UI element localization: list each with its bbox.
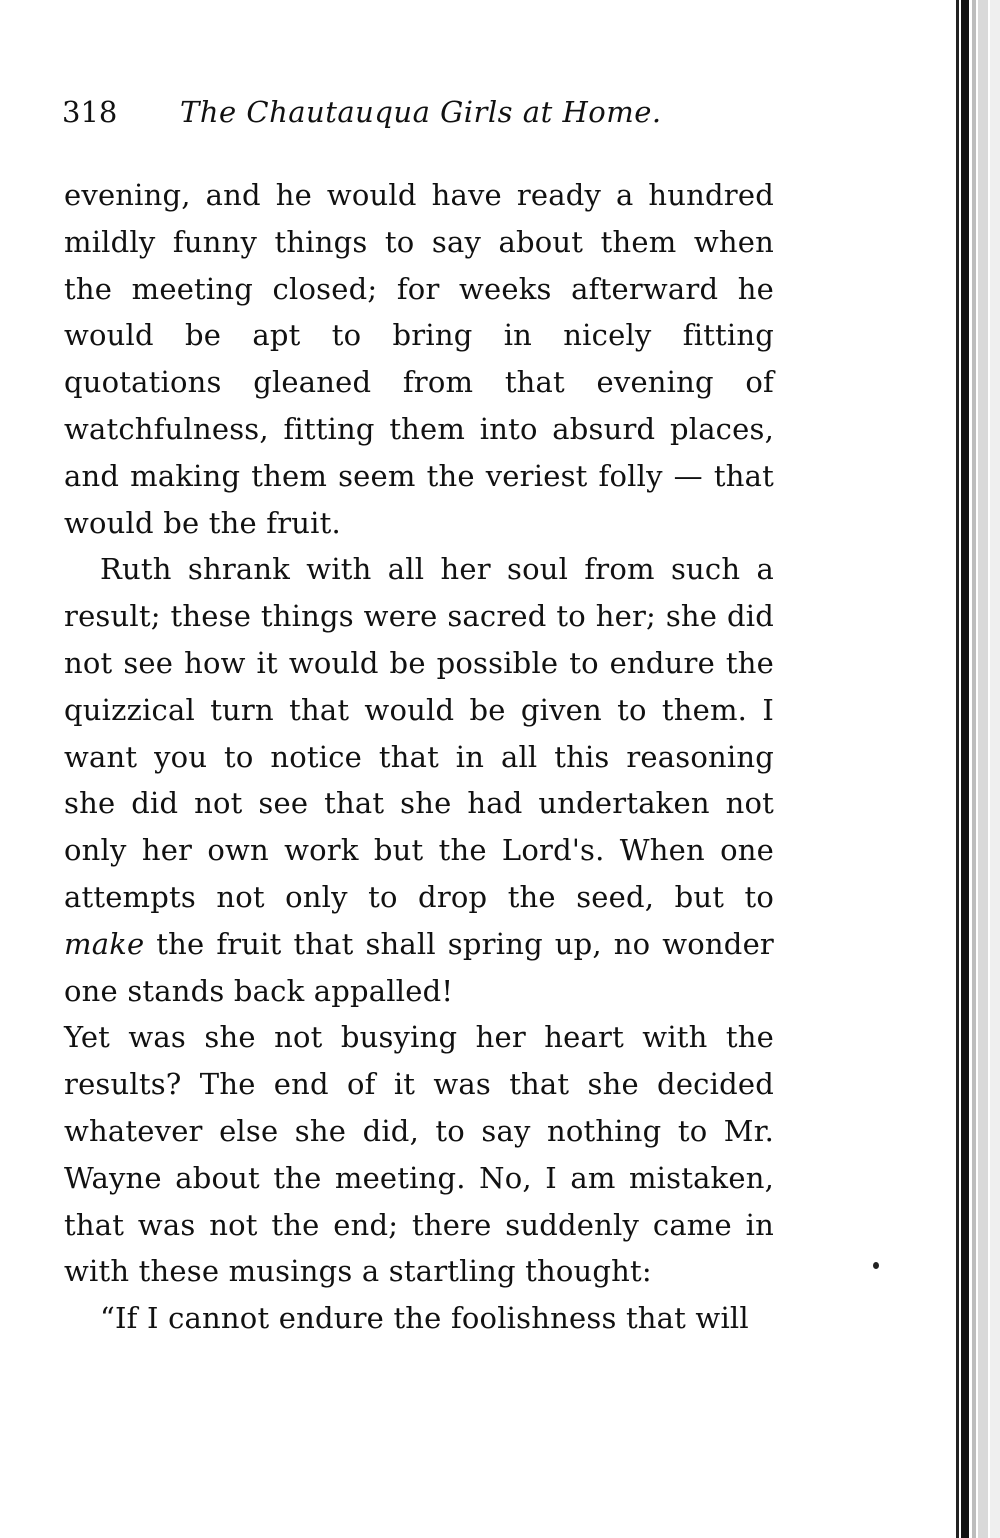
body-text <box>64 172 774 1342</box>
paragraph-1: evening, and he would have ready a hundred mildly funny things to say about them when the meeting closed; for weeks afterward he would be apt to bring in nicely fitting quotations gleaned from that evening of watchfulness, fitting them into absurd places, and making them seem the veriest folly — that would be the fruit. <box>64 178 774 540</box>
paragraph-4: “If I cannot endure the foolishness that will <box>100 1301 749 1336</box>
emphasis-make: make <box>64 926 145 961</box>
paragraph-3: Yet was she not busying her heart with the results? The end of it was that she decided whatever else she did, to say nothing to Mr. Wayne about the meeting. No, I am mistaken, that was not the end; there suddenly came in with these musings a startling thought: <box>64 1020 774 1289</box>
page-header <box>62 92 782 136</box>
paragraph-2 <box>64 546 774 1014</box>
running-title: The Chautauqua Girls at Home. <box>180 95 662 129</box>
binding-shadow-edge <box>950 0 1000 1538</box>
ink-speck <box>873 1262 879 1269</box>
paragraph-2-end: the fruit that shall spring up, no wonder one stands back appalled! <box>64 926 774 1008</box>
paragraph-2-text: Ruth shrank with all her soul from such a result; these things were sacred to her; she did not see how it would be possible to endure the quizzical turn that would be given to them. I want you to notice that in all this reasoning she did not see that she had undertaken not only her own work but the Lord's. When one attempts not only to drop the seed, but to <box>64 552 774 914</box>
page-number: 318 <box>62 95 118 129</box>
